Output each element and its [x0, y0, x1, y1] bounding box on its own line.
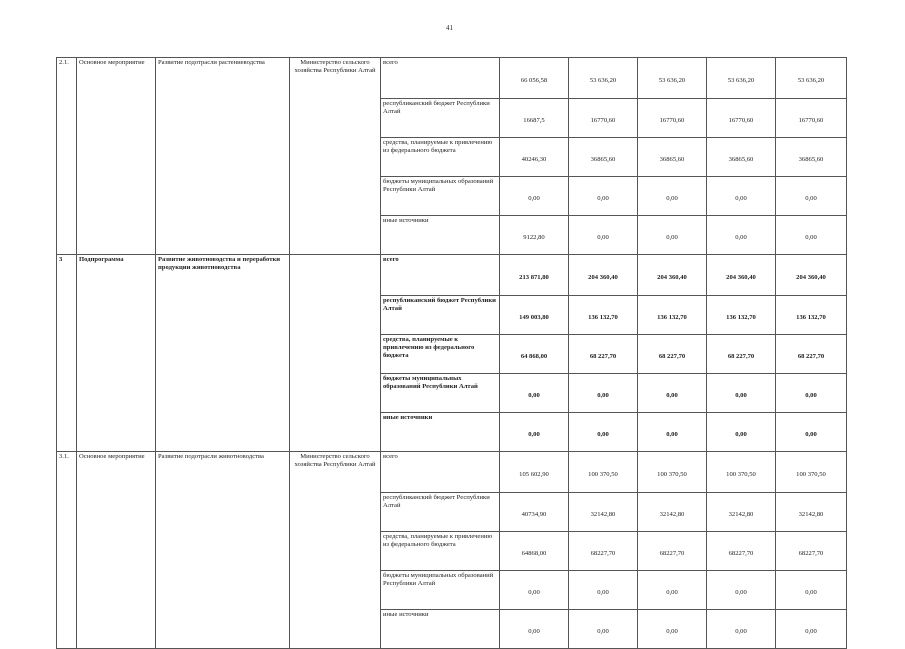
- amount-cell: 0,00: [638, 374, 707, 413]
- amount-cell: 68227,70: [638, 532, 707, 571]
- amount-cell: 53 636,20: [569, 58, 638, 99]
- row-type: Основное мероприятие: [77, 452, 156, 649]
- table-row: [57, 58, 847, 99]
- row-number: 2.1.: [57, 58, 77, 255]
- amount-cell: 32142,80: [638, 493, 707, 532]
- row-name: Развитие подотрасли растениеводства: [156, 58, 290, 255]
- amount-cell: 0,00: [569, 413, 638, 452]
- amount-cell: 36865,60: [569, 138, 638, 177]
- amount-cell: 16770,60: [569, 99, 638, 138]
- funding-source: республиканский бюджет Республики Алтай: [381, 99, 500, 138]
- amount-cell: 0,00: [776, 413, 847, 452]
- amount-cell: 68 227,70: [638, 335, 707, 374]
- amount-cell: 53 636,20: [776, 58, 847, 99]
- amount-cell: 0,00: [776, 610, 847, 649]
- amount-cell: 204 360,40: [707, 255, 776, 296]
- amount-cell: 100 370,50: [569, 452, 638, 493]
- amount-cell: 9122,80: [500, 216, 569, 255]
- amount-cell: 0,00: [569, 216, 638, 255]
- amount-cell: 0,00: [500, 571, 569, 610]
- amount-cell: 64868,00: [500, 532, 569, 571]
- amount-cell: 149 003,80: [500, 296, 569, 335]
- amount-cell: 204 360,40: [776, 255, 847, 296]
- amount-cell: 68227,70: [776, 532, 847, 571]
- amount-cell: 32142,80: [776, 493, 847, 532]
- amount-cell: 0,00: [500, 374, 569, 413]
- funding-source: иные источники: [381, 216, 500, 255]
- amount-cell: 36865,60: [776, 138, 847, 177]
- amount-cell: 66 056,58: [500, 58, 569, 99]
- row-type: Подпрограмма: [77, 255, 156, 452]
- amount-cell: 40246,30: [500, 138, 569, 177]
- amount-cell: 136 132,70: [707, 296, 776, 335]
- funding-source: бюджеты муниципальных образований Республики Алтай: [381, 374, 500, 413]
- amount-cell: 40734,90: [500, 493, 569, 532]
- funding-source: средства, планируемые к привлечению из федерального бюджета: [381, 335, 500, 374]
- amount-cell: 0,00: [500, 610, 569, 649]
- amount-cell: 32142,80: [569, 493, 638, 532]
- amount-cell: 68 227,70: [776, 335, 847, 374]
- amount-cell: 0,00: [500, 177, 569, 216]
- amount-cell: 0,00: [638, 571, 707, 610]
- table-row: [57, 452, 847, 493]
- amount-cell: 204 360,40: [569, 255, 638, 296]
- amount-cell: 0,00: [776, 177, 847, 216]
- amount-cell: 204 360,40: [638, 255, 707, 296]
- amount-cell: 0,00: [707, 610, 776, 649]
- funding-source: республиканский бюджет Республики Алтай: [381, 296, 500, 335]
- amount-cell: 0,00: [569, 177, 638, 216]
- amount-cell: 16687,5: [500, 99, 569, 138]
- amount-cell: 16770,60: [776, 99, 847, 138]
- row-name: Развитие подотрасли животноводства: [156, 452, 290, 649]
- amount-cell: 105 602,90: [500, 452, 569, 493]
- amount-cell: 68 227,70: [707, 335, 776, 374]
- amount-cell: 68227,70: [707, 532, 776, 571]
- amount-cell: 0,00: [776, 374, 847, 413]
- amount-cell: 0,00: [500, 413, 569, 452]
- funding-source: бюджеты муниципальных образований Республики Алтай: [381, 177, 500, 216]
- amount-cell: 0,00: [569, 610, 638, 649]
- row-executor: [290, 255, 381, 452]
- amount-cell: 53 636,20: [707, 58, 776, 99]
- amount-cell: 0,00: [707, 216, 776, 255]
- amount-cell: 0,00: [638, 610, 707, 649]
- amount-cell: 0,00: [776, 216, 847, 255]
- funding-source: всего: [381, 58, 500, 99]
- row-number: 3.1.: [57, 452, 77, 649]
- amount-cell: 0,00: [638, 216, 707, 255]
- amount-cell: 53 636,20: [638, 58, 707, 99]
- row-type: Основное мероприятие: [77, 58, 156, 255]
- row-executor: Министерство сельского хозяйства Республики Алтай: [290, 58, 381, 255]
- budget-table: [56, 57, 847, 649]
- amount-cell: 100 370,50: [707, 452, 776, 493]
- amount-cell: 100 370,50: [638, 452, 707, 493]
- funding-source: средства, планируемые к привлечению из федерального бюджета: [381, 138, 500, 177]
- funding-source: всего: [381, 255, 500, 296]
- amount-cell: 64 868,00: [500, 335, 569, 374]
- funding-source: иные источники: [381, 413, 500, 452]
- amount-cell: 0,00: [707, 571, 776, 610]
- row-name: Развитие животноводства и переработки продукции животноводства: [156, 255, 290, 452]
- amount-cell: 0,00: [638, 413, 707, 452]
- amount-cell: 136 132,70: [569, 296, 638, 335]
- amount-cell: 32142,80: [707, 493, 776, 532]
- amount-cell: 0,00: [569, 571, 638, 610]
- amount-cell: 0,00: [776, 571, 847, 610]
- funding-source: средства, планируемые к привлечению из федерального бюджета: [381, 532, 500, 571]
- amount-cell: 100 370,50: [776, 452, 847, 493]
- amount-cell: 36865,60: [638, 138, 707, 177]
- page-number: 41: [446, 24, 453, 32]
- amount-cell: 0,00: [707, 413, 776, 452]
- table-row: [57, 255, 847, 296]
- amount-cell: 16770,60: [638, 99, 707, 138]
- amount-cell: 136 132,70: [638, 296, 707, 335]
- funding-source: бюджеты муниципальных образований Республики Алтай: [381, 571, 500, 610]
- amount-cell: 136 132,70: [776, 296, 847, 335]
- amount-cell: 0,00: [707, 374, 776, 413]
- amount-cell: 36865,60: [707, 138, 776, 177]
- funding-source: иные источники: [381, 610, 500, 649]
- row-executor: Министерство сельского хозяйства Республики Алтай: [290, 452, 381, 649]
- amount-cell: 68227,70: [569, 532, 638, 571]
- funding-source: всего: [381, 452, 500, 493]
- amount-cell: 68 227,70: [569, 335, 638, 374]
- amount-cell: 0,00: [707, 177, 776, 216]
- amount-cell: 213 871,80: [500, 255, 569, 296]
- amount-cell: 16770,60: [707, 99, 776, 138]
- amount-cell: 0,00: [569, 374, 638, 413]
- funding-source: республиканский бюджет Республики Алтай: [381, 493, 500, 532]
- row-number: 3: [57, 255, 77, 452]
- amount-cell: 0,00: [638, 177, 707, 216]
